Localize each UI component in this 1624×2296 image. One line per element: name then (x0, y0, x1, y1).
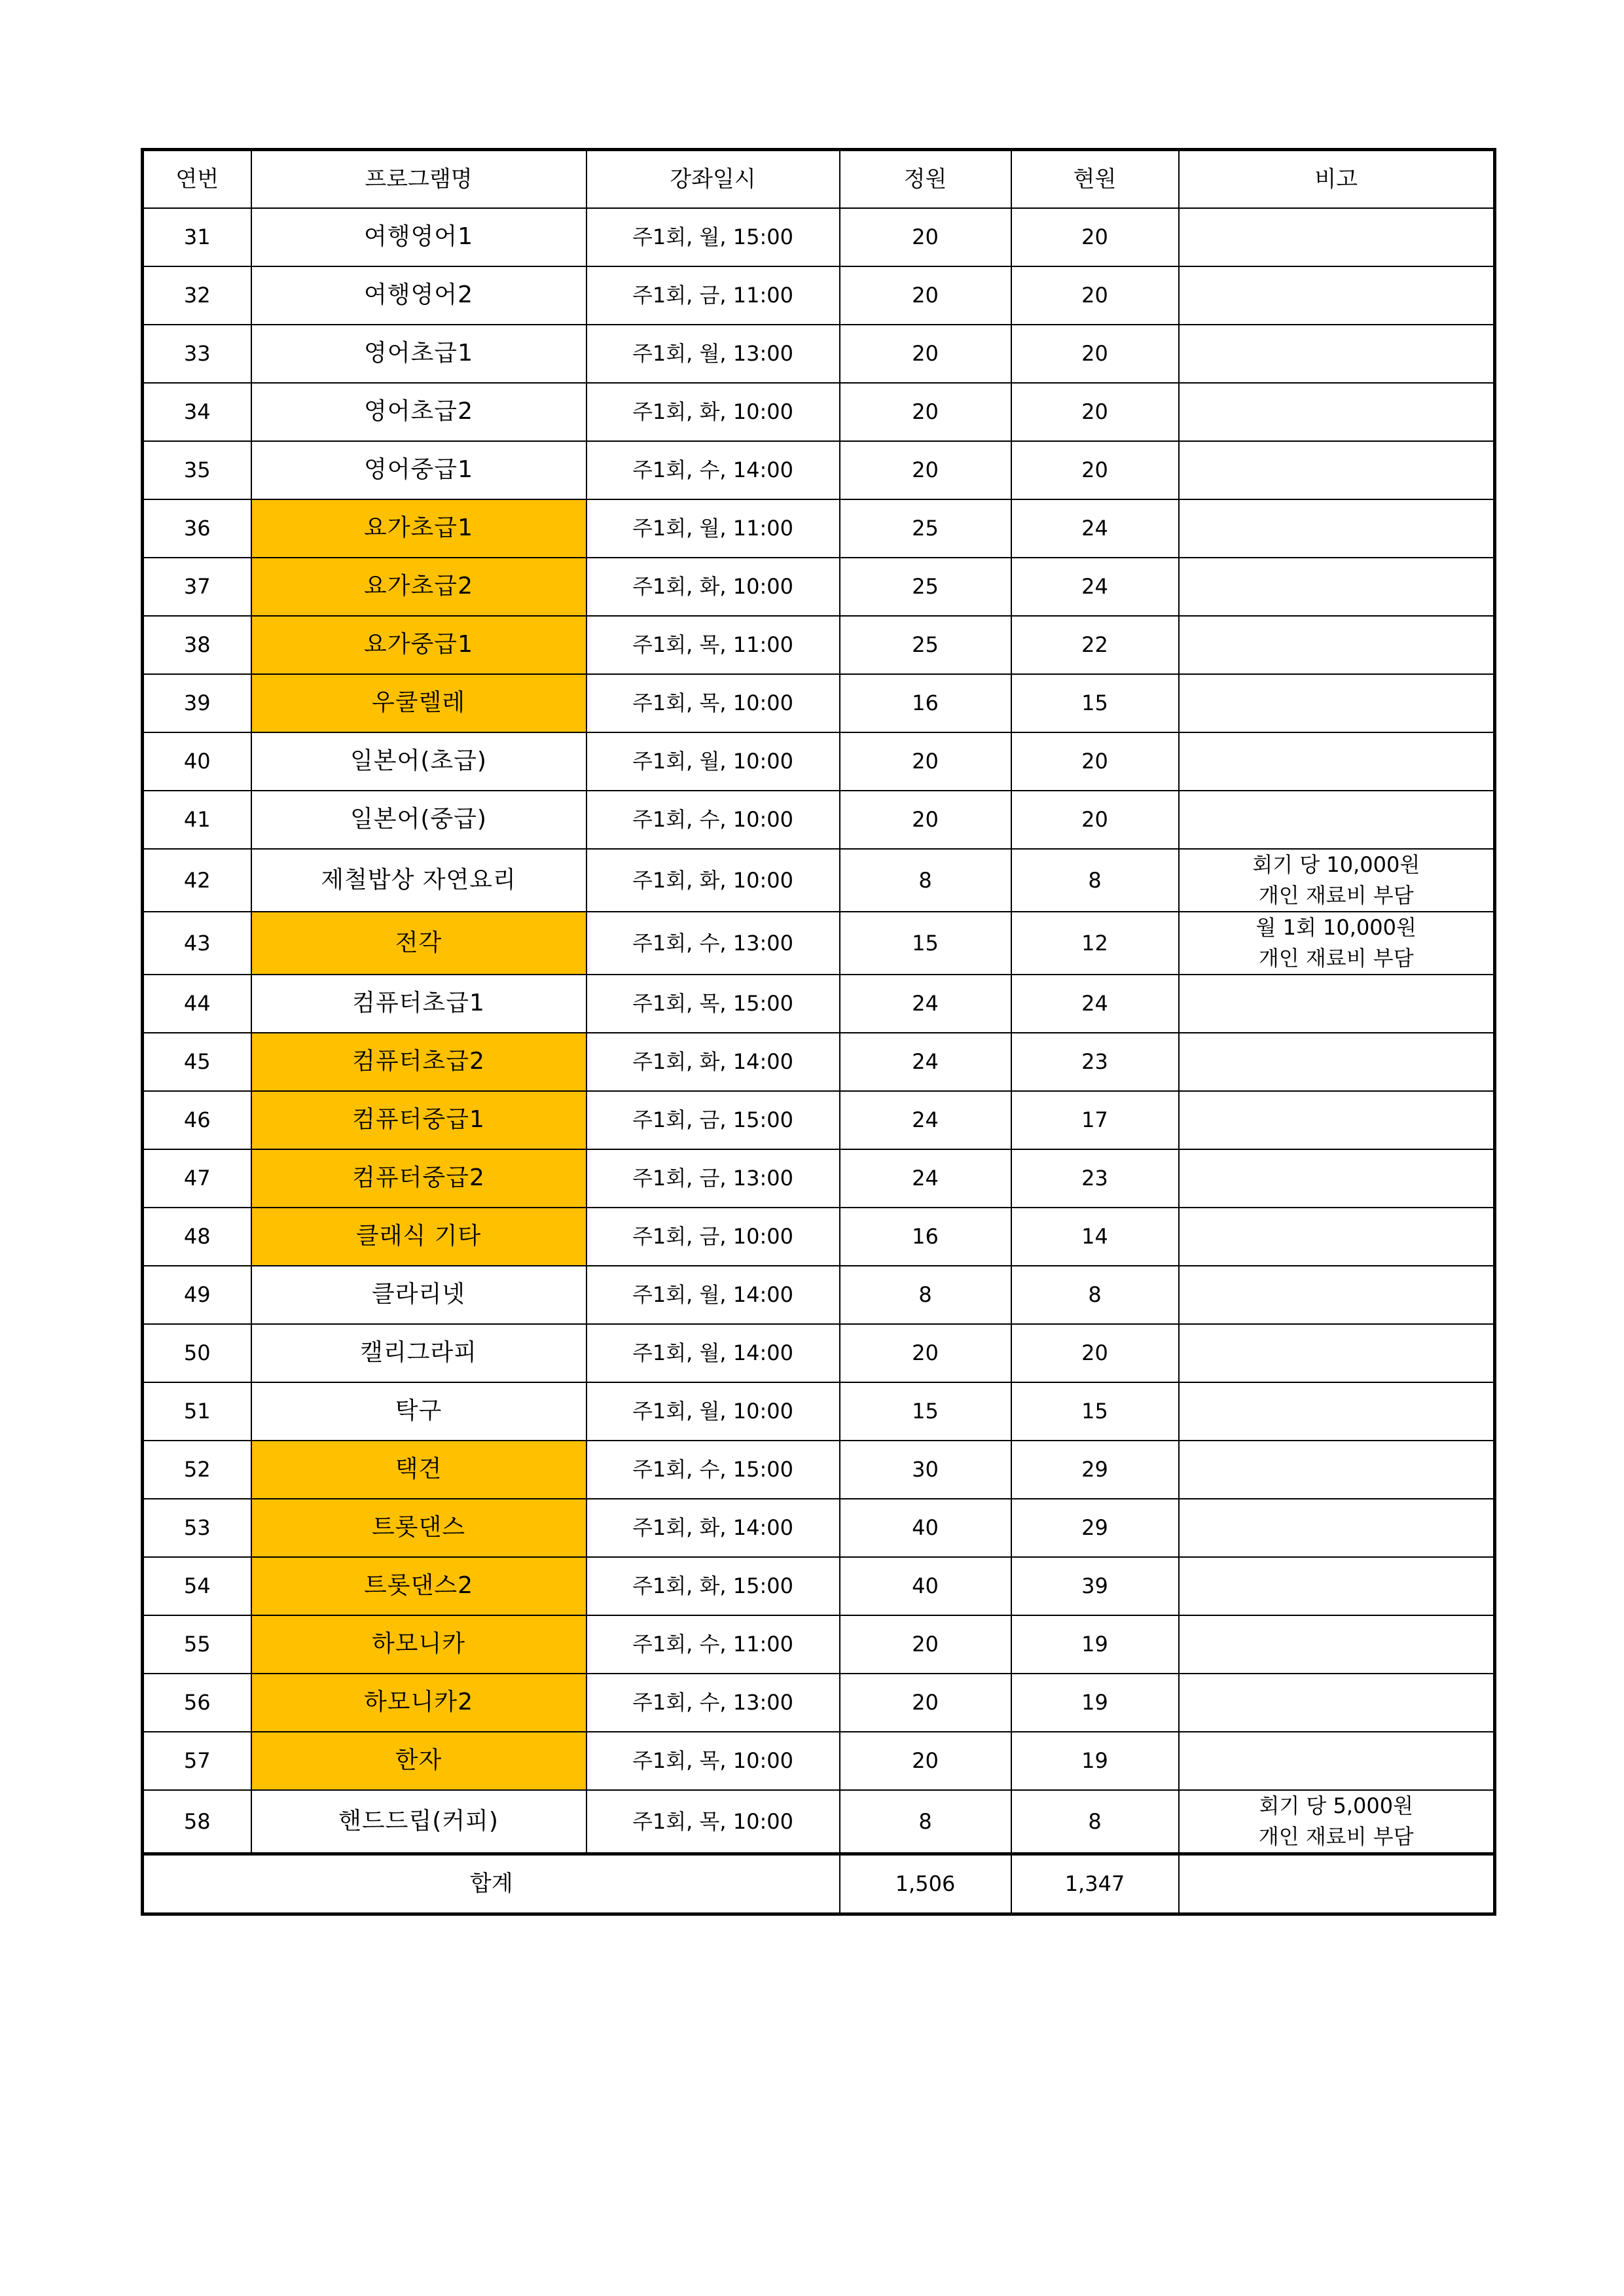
row-no: 42 (143, 849, 251, 912)
row-note (1179, 1324, 1495, 1382)
table-row (143, 849, 1495, 912)
row-no: 47 (143, 1149, 251, 1208)
row-note (1179, 441, 1495, 499)
row-schedule: 주1회, 화, 10:00 (586, 849, 840, 912)
table-row (143, 1091, 1495, 1149)
total-enrolled: 1,347 (1011, 1854, 1179, 1914)
row-no: 36 (143, 499, 251, 558)
row-no: 34 (143, 383, 251, 441)
row-enrolled: 29 (1011, 1499, 1179, 1557)
row-schedule: 주1회, 목, 10:00 (586, 1790, 840, 1854)
row-capacity: 8 (840, 1266, 1011, 1324)
row-capacity: 20 (840, 383, 1011, 441)
row-enrolled: 20 (1011, 325, 1179, 383)
header-program-name: 프로그램명 (251, 150, 586, 208)
row-note (1179, 208, 1495, 266)
row-enrolled: 17 (1011, 1091, 1179, 1149)
row-note (1179, 1674, 1495, 1732)
row-program-name: 일본어(중급) (251, 791, 586, 849)
row-no: 44 (143, 975, 251, 1033)
row-program-name: 택견 (251, 1441, 586, 1499)
row-note (1179, 558, 1495, 616)
row-program-name: 트롯댄스 (251, 1499, 586, 1557)
table-row (143, 1324, 1495, 1382)
table-row (143, 1033, 1495, 1091)
program-table-body (143, 150, 1495, 1914)
row-capacity: 20 (840, 1615, 1011, 1674)
row-capacity: 8 (840, 849, 1011, 912)
row-schedule: 주1회, 수, 13:00 (586, 1674, 840, 1732)
row-enrolled: 24 (1011, 499, 1179, 558)
row-schedule: 주1회, 금, 13:00 (586, 1149, 840, 1208)
row-no: 38 (143, 616, 251, 674)
total-label: 합계 (143, 1854, 840, 1914)
row-schedule: 주1회, 화, 15:00 (586, 1557, 840, 1615)
note-line: 개인 재료비 부담 (1258, 1823, 1414, 1849)
note-line: 회기 당 5,000원 (1259, 1793, 1414, 1818)
row-capacity: 25 (840, 616, 1011, 674)
row-enrolled: 23 (1011, 1033, 1179, 1091)
row-schedule: 주1회, 월, 11:00 (586, 499, 840, 558)
row-no: 49 (143, 1266, 251, 1324)
row-note (1179, 1790, 1495, 1854)
table-row (143, 441, 1495, 499)
row-note (1179, 791, 1495, 849)
row-program-name: 컴퓨터초급1 (251, 975, 586, 1033)
row-enrolled: 22 (1011, 616, 1179, 674)
row-capacity: 24 (840, 1091, 1011, 1149)
row-schedule: 주1회, 화, 14:00 (586, 1499, 840, 1557)
row-enrolled: 39 (1011, 1557, 1179, 1615)
row-no: 32 (143, 266, 251, 325)
row-note (1179, 1732, 1495, 1790)
row-capacity: 40 (840, 1557, 1011, 1615)
row-no: 40 (143, 732, 251, 791)
row-no: 50 (143, 1324, 251, 1382)
row-capacity: 20 (840, 732, 1011, 791)
row-no: 52 (143, 1441, 251, 1499)
row-schedule: 주1회, 화, 14:00 (586, 1033, 840, 1091)
row-enrolled: 20 (1011, 441, 1179, 499)
row-capacity: 25 (840, 558, 1011, 616)
header-enrolled: 현원 (1011, 150, 1179, 208)
note-line: 월 1회 10,000원 (1255, 914, 1416, 940)
row-no: 51 (143, 1382, 251, 1441)
row-program-name: 제철밥상 자연요리 (251, 849, 586, 912)
row-no: 39 (143, 674, 251, 732)
row-schedule: 주1회, 수, 15:00 (586, 1441, 840, 1499)
row-schedule: 주1회, 월, 10:00 (586, 732, 840, 791)
row-note (1179, 975, 1495, 1033)
row-program-name: 핸드드립(커피) (251, 1790, 586, 1854)
row-enrolled: 8 (1011, 1266, 1179, 1324)
row-note (1179, 1557, 1495, 1615)
total-note (1179, 1854, 1495, 1914)
row-schedule: 주1회, 목, 10:00 (586, 1732, 840, 1790)
row-schedule: 주1회, 수, 11:00 (586, 1615, 840, 1674)
row-program-name: 전각 (251, 912, 586, 975)
row-schedule: 주1회, 수, 14:00 (586, 441, 840, 499)
row-enrolled: 15 (1011, 674, 1179, 732)
row-note (1179, 1615, 1495, 1674)
table-row (143, 1149, 1495, 1208)
table-row (143, 1208, 1495, 1266)
row-program-name: 트롯댄스2 (251, 1557, 586, 1615)
table-row (143, 1382, 1495, 1441)
row-enrolled: 20 (1011, 208, 1179, 266)
table-row (143, 208, 1495, 266)
row-enrolled: 24 (1011, 558, 1179, 616)
row-capacity: 20 (840, 1324, 1011, 1382)
row-note (1179, 849, 1495, 912)
row-note (1179, 1208, 1495, 1266)
note-line: 개인 재료비 부담 (1258, 945, 1414, 971)
row-note (1179, 1382, 1495, 1441)
row-program-name: 한자 (251, 1732, 586, 1790)
row-note (1179, 383, 1495, 441)
row-program-name: 요가초급2 (251, 558, 586, 616)
row-capacity: 20 (840, 441, 1011, 499)
row-schedule: 주1회, 수, 10:00 (586, 791, 840, 849)
row-schedule: 주1회, 월, 14:00 (586, 1324, 840, 1382)
row-capacity: 20 (840, 791, 1011, 849)
row-enrolled: 29 (1011, 1441, 1179, 1499)
table-row (143, 791, 1495, 849)
row-no: 43 (143, 912, 251, 975)
row-enrolled: 19 (1011, 1732, 1179, 1790)
row-enrolled: 23 (1011, 1149, 1179, 1208)
header-row (143, 150, 1495, 208)
table-row (143, 266, 1495, 325)
row-schedule: 주1회, 금, 10:00 (586, 1208, 840, 1266)
row-schedule: 주1회, 월, 13:00 (586, 325, 840, 383)
row-schedule: 주1회, 화, 10:00 (586, 558, 840, 616)
row-program-name: 우쿨렐레 (251, 674, 586, 732)
row-enrolled: 15 (1011, 1382, 1179, 1441)
row-capacity: 15 (840, 1382, 1011, 1441)
row-program-name: 영어중급1 (251, 441, 586, 499)
table-row (143, 1441, 1495, 1499)
total-row (143, 1854, 1495, 1914)
row-note (1179, 325, 1495, 383)
row-schedule: 주1회, 수, 13:00 (586, 912, 840, 975)
row-enrolled: 20 (1011, 266, 1179, 325)
table-row (143, 975, 1495, 1033)
table-row (143, 1790, 1495, 1854)
row-note (1179, 1441, 1495, 1499)
row-program-name: 영어초급1 (251, 325, 586, 383)
row-capacity: 24 (840, 1033, 1011, 1091)
row-program-name: 여행영어1 (251, 208, 586, 266)
row-program-name: 하모니카 (251, 1615, 586, 1674)
row-program-name: 캘리그라피 (251, 1324, 586, 1382)
row-note (1179, 1033, 1495, 1091)
total-capacity: 1,506 (840, 1854, 1011, 1914)
row-capacity: 24 (840, 975, 1011, 1033)
row-no: 55 (143, 1615, 251, 1674)
row-enrolled: 20 (1011, 791, 1179, 849)
row-note (1179, 1091, 1495, 1149)
row-program-name: 요가중급1 (251, 616, 586, 674)
row-program-name: 여행영어2 (251, 266, 586, 325)
row-schedule: 주1회, 월, 14:00 (586, 1266, 840, 1324)
row-capacity: 25 (840, 499, 1011, 558)
table-row (143, 499, 1495, 558)
row-no: 33 (143, 325, 251, 383)
table-row (143, 383, 1495, 441)
row-schedule: 주1회, 금, 15:00 (586, 1091, 840, 1149)
header-capacity: 정원 (840, 150, 1011, 208)
row-program-name: 컴퓨터초급2 (251, 1033, 586, 1091)
table-row (143, 616, 1495, 674)
table-row (143, 1557, 1495, 1615)
row-no: 35 (143, 441, 251, 499)
row-no: 54 (143, 1557, 251, 1615)
table-row (143, 1266, 1495, 1324)
row-no: 48 (143, 1208, 251, 1266)
row-schedule: 주1회, 목, 15:00 (586, 975, 840, 1033)
row-enrolled: 20 (1011, 732, 1179, 791)
header-no: 연번 (143, 150, 251, 208)
row-no: 46 (143, 1091, 251, 1149)
row-note (1179, 499, 1495, 558)
row-capacity: 40 (840, 1499, 1011, 1557)
row-schedule: 주1회, 목, 10:00 (586, 674, 840, 732)
row-capacity: 20 (840, 208, 1011, 266)
row-note (1179, 674, 1495, 732)
row-enrolled: 20 (1011, 1324, 1179, 1382)
row-enrolled: 14 (1011, 1208, 1179, 1266)
row-no: 41 (143, 791, 251, 849)
row-schedule: 주1회, 월, 10:00 (586, 1382, 840, 1441)
table-row (143, 1499, 1495, 1557)
table-row (143, 912, 1495, 975)
table-row (143, 674, 1495, 732)
row-program-name: 일본어(초급) (251, 732, 586, 791)
row-program-name: 컴퓨터중급2 (251, 1149, 586, 1208)
table-row (143, 732, 1495, 791)
row-enrolled: 19 (1011, 1615, 1179, 1674)
row-capacity: 16 (840, 674, 1011, 732)
row-program-name: 클라리넷 (251, 1266, 586, 1324)
row-no: 45 (143, 1033, 251, 1091)
row-enrolled: 8 (1011, 1790, 1179, 1854)
row-enrolled: 12 (1011, 912, 1179, 975)
row-note (1179, 732, 1495, 791)
table-row (143, 558, 1495, 616)
table-row (143, 1615, 1495, 1674)
row-capacity: 20 (840, 1674, 1011, 1732)
row-note (1179, 1499, 1495, 1557)
row-note (1179, 266, 1495, 325)
row-capacity: 16 (840, 1208, 1011, 1266)
row-note (1179, 1149, 1495, 1208)
row-note (1179, 912, 1495, 975)
row-enrolled: 24 (1011, 975, 1179, 1033)
row-note (1179, 616, 1495, 674)
row-program-name: 컴퓨터중급1 (251, 1091, 586, 1149)
row-enrolled: 8 (1011, 849, 1179, 912)
note-line: 개인 재료비 부담 (1258, 882, 1414, 908)
row-capacity: 20 (840, 266, 1011, 325)
header-schedule: 강좌일시 (586, 150, 840, 208)
row-program-name: 요가초급1 (251, 499, 586, 558)
row-schedule: 주1회, 금, 11:00 (586, 266, 840, 325)
row-no: 58 (143, 1790, 251, 1854)
row-no: 56 (143, 1674, 251, 1732)
row-program-name: 하모니카2 (251, 1674, 586, 1732)
header-note: 비고 (1179, 150, 1495, 208)
row-capacity: 20 (840, 325, 1011, 383)
table-row (143, 1732, 1495, 1790)
row-no: 37 (143, 558, 251, 616)
row-program-name: 영어초급2 (251, 383, 586, 441)
table-row (143, 325, 1495, 383)
row-capacity: 8 (840, 1790, 1011, 1854)
table-row (143, 1674, 1495, 1732)
note-line: 회기 당 10,000원 (1252, 852, 1420, 877)
row-no: 31 (143, 208, 251, 266)
row-enrolled: 20 (1011, 383, 1179, 441)
row-capacity: 20 (840, 1732, 1011, 1790)
row-capacity: 24 (840, 1149, 1011, 1208)
row-note (1179, 1266, 1495, 1324)
program-table (141, 148, 1496, 1916)
row-schedule: 주1회, 화, 10:00 (586, 383, 840, 441)
row-enrolled: 19 (1011, 1674, 1179, 1732)
row-schedule: 주1회, 월, 15:00 (586, 208, 840, 266)
row-capacity: 15 (840, 912, 1011, 975)
row-program-name: 탁구 (251, 1382, 586, 1441)
row-schedule: 주1회, 목, 11:00 (586, 616, 840, 674)
row-program-name: 클래식 기타 (251, 1208, 586, 1266)
row-capacity: 30 (840, 1441, 1011, 1499)
row-no: 57 (143, 1732, 251, 1790)
row-no: 53 (143, 1499, 251, 1557)
